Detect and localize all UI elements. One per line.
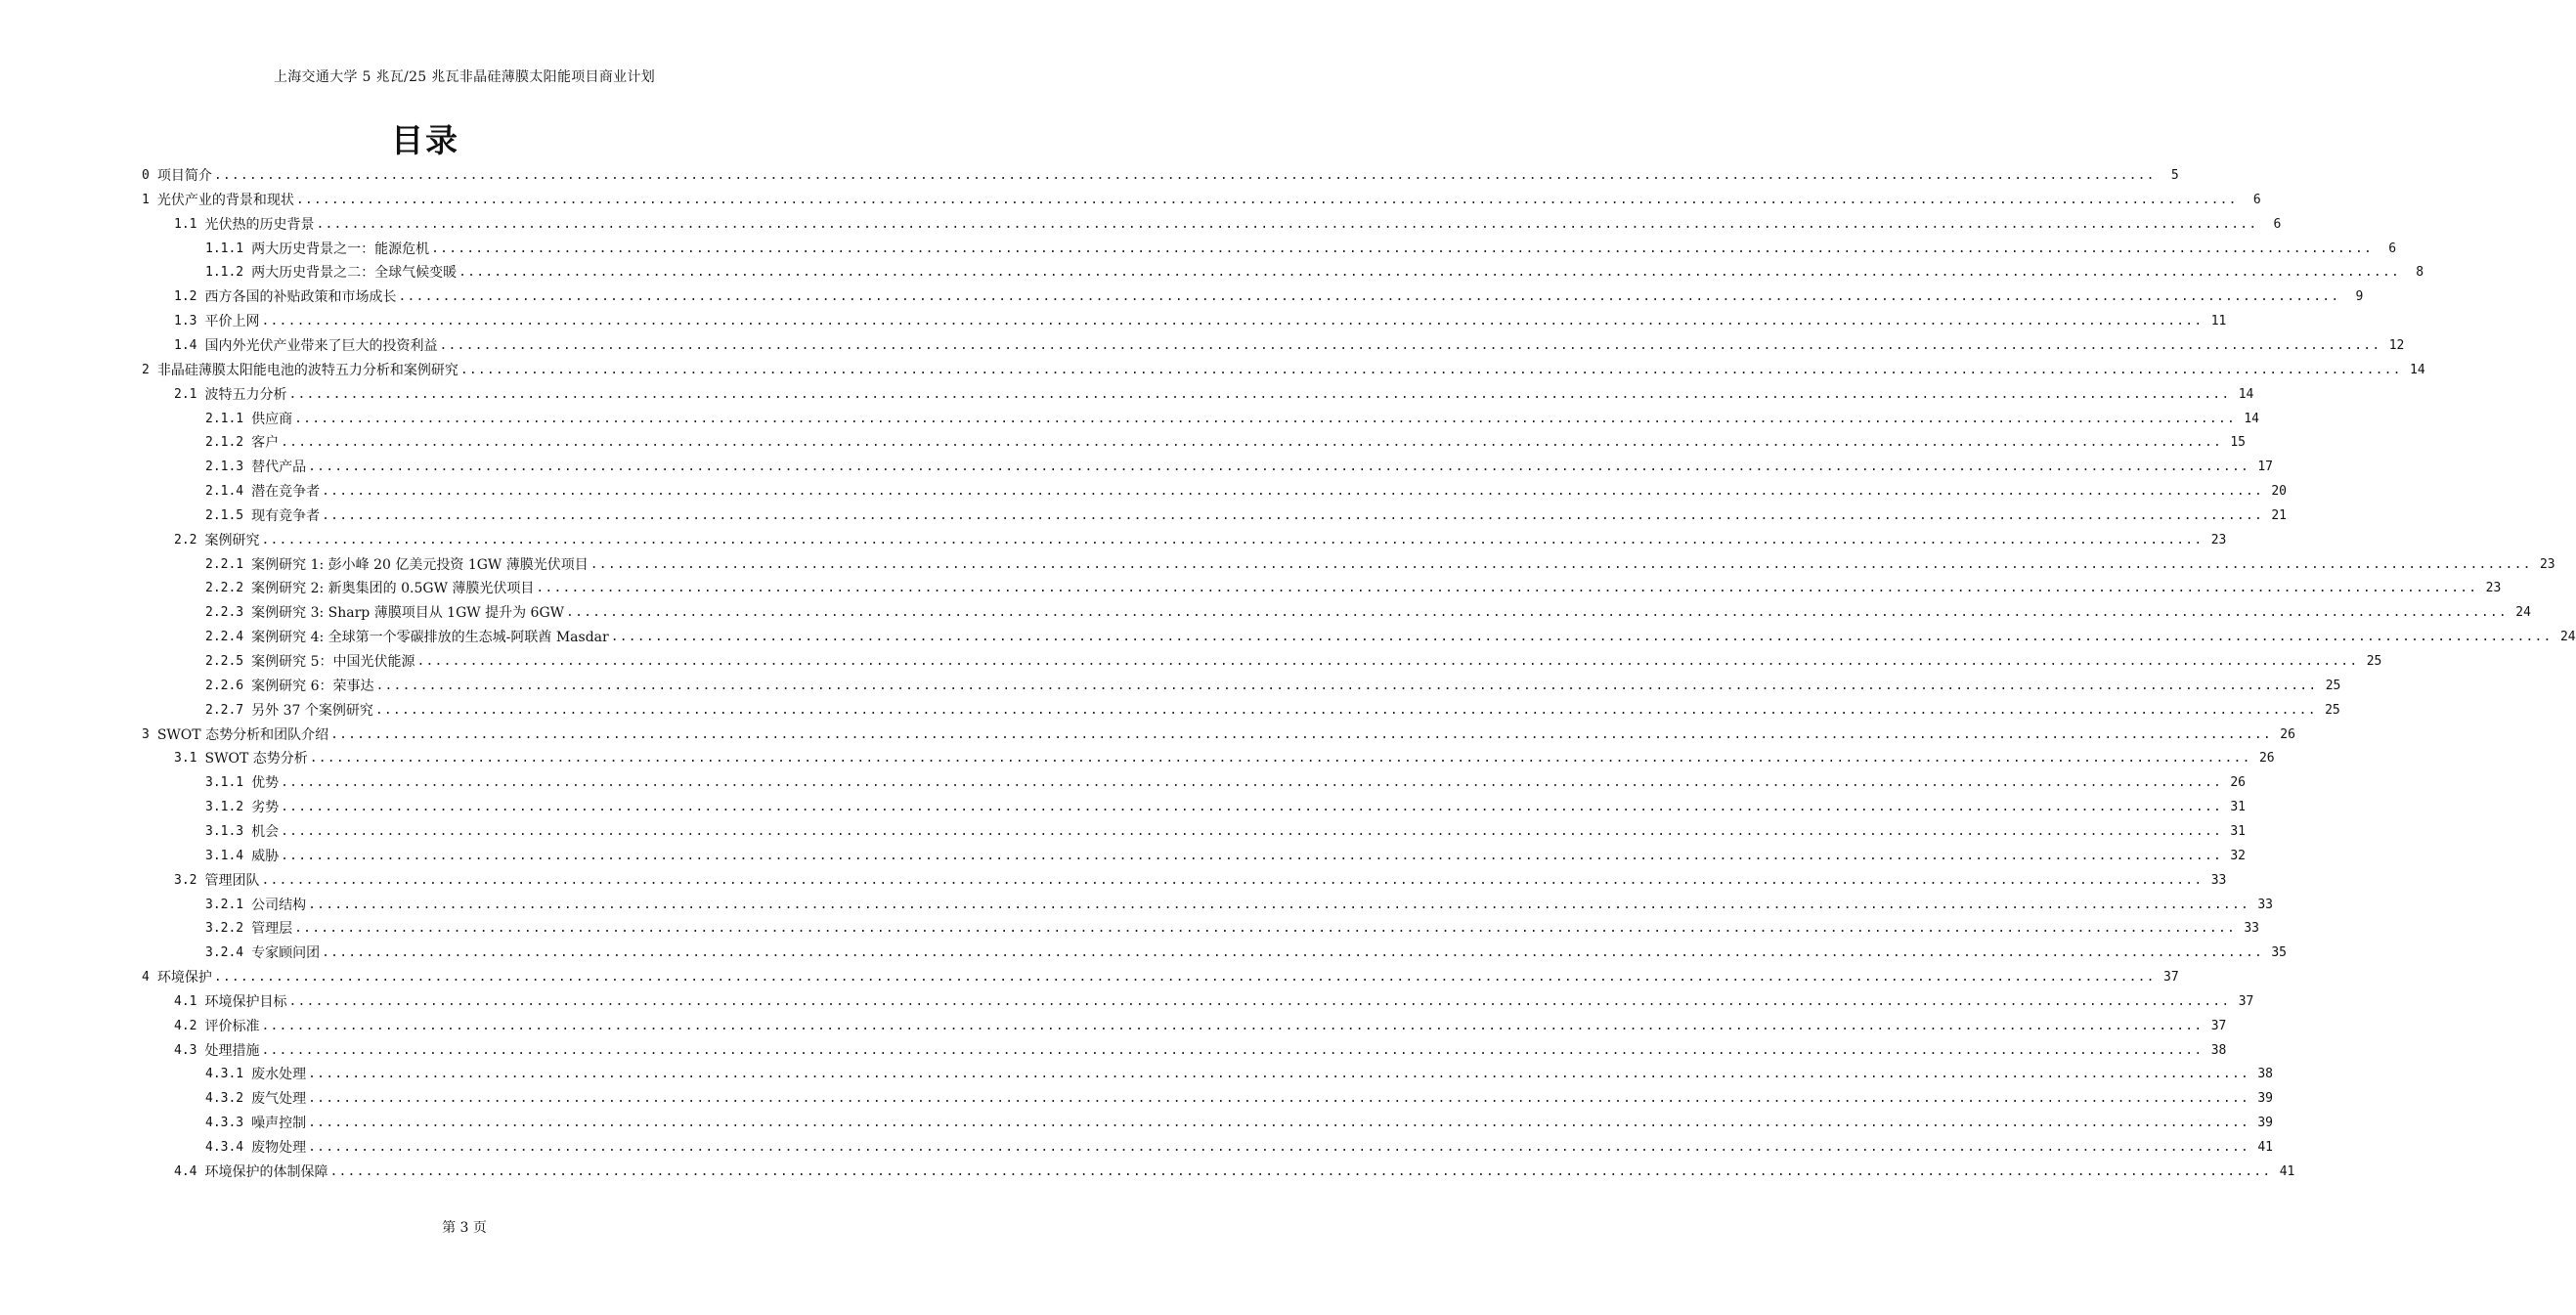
dot-leader: ............................................................................................................................................................................................................................: [322, 507, 2264, 523]
toc-entry-number: 3.1.4: [205, 848, 244, 863]
toc-entry-number: 2.1.5: [205, 507, 244, 523]
toc-entry[interactable]: [174, 1013, 2227, 1036]
toc-entry-number: 2.2.6: [205, 678, 244, 693]
dot-leader: ............................................................................................................................................................................................................................: [536, 581, 2478, 596]
dot-leader: ............................................................................................................................................................................................................................: [308, 1116, 2250, 1131]
toc-entry-page: 14: [2238, 386, 2254, 402]
dot-leader: ............................................................................................................................................................................................................................: [374, 702, 2317, 718]
toc-entry-number: 2.2: [174, 532, 197, 548]
toc-entry-page: 17: [2257, 460, 2274, 475]
dot-leader: ............................................................................................................................................................................................................................: [330, 726, 2272, 742]
toc-entry-title: 光伏热的历史背景: [204, 216, 315, 233]
toc-entry[interactable]: [142, 722, 2295, 745]
toc-entry[interactable]: [205, 1134, 2274, 1158]
toc-entry[interactable]: [205, 1061, 2274, 1084]
toc-entry-title: 现有竞争者: [251, 507, 321, 524]
toc-entry-title: 西方各国的补贴政策和市场成长: [204, 289, 397, 306]
toc-entry[interactable]: [205, 843, 2247, 866]
toc-entry-page: 38: [2210, 1042, 2227, 1058]
toc-entry-number: 1.1.1: [205, 241, 244, 256]
dot-leader: ............................................................................................................................................................................................................................: [308, 1067, 2250, 1082]
toc-entry[interactable]: [142, 964, 2179, 987]
toc-entry-title: 废物处理: [251, 1140, 307, 1156]
toc-entry[interactable]: [205, 818, 2247, 842]
dot-leader: ............................................................................................................................................................................................................................: [261, 1018, 2204, 1033]
running-header: 上海交通大学 5 兆瓦/25 兆瓦非晶硅薄膜太阳能项目商业计划: [273, 69, 656, 85]
toc-entry[interactable]: [205, 1110, 2274, 1133]
toc-entry-number: 3: [142, 726, 150, 742]
dot-leader: ............................................................................................................................................................................................................................: [261, 1042, 2204, 1058]
toc-entry-number: 0: [142, 168, 150, 183]
toc-entry-page: 33: [2210, 872, 2227, 888]
dot-leader: ............................................................................................................................................................................................................................: [322, 945, 2264, 961]
dot-leader: ............................................................................................................................................................................................................................: [416, 654, 2359, 669]
toc-entry-page: 24: [2559, 630, 2576, 645]
toc-entry-number: 3.1.3: [205, 823, 244, 839]
toc-entry[interactable]: [174, 308, 2227, 331]
toc-entry-page: 25: [2325, 702, 2340, 718]
toc-entry-title: 废水处理: [251, 1067, 307, 1083]
toc-entry-title: 潜在竞争者: [251, 484, 321, 501]
dot-leader: ............................................................................................................................................................................................................................: [589, 556, 2532, 572]
dot-leader: ............................................................................................................................................................................................................................: [375, 678, 2318, 693]
page-number: 第 3 页: [442, 1220, 487, 1236]
toc-entry[interactable]: [205, 259, 2424, 283]
toc-entry-page: 31: [2230, 823, 2247, 839]
toc-entry-number: 2.1.2: [205, 435, 244, 451]
toc-entry[interactable]: [174, 745, 2275, 768]
toc-entry-title: 评价标准: [204, 1018, 260, 1034]
toc-entry[interactable]: [205, 1085, 2274, 1109]
dot-leader: ............................................................................................................................................................................................................................: [459, 362, 2402, 377]
dot-leader: ............................................................................................................................................................................................................................: [281, 435, 2223, 451]
dot-leader: ............................................................................................................................................................................................................................: [610, 630, 2553, 645]
toc-entry[interactable]: [174, 1037, 2227, 1061]
toc-entry-page: 33: [2244, 921, 2260, 937]
toc-entry-page: 6: [2252, 192, 2261, 207]
toc-entry-page: 41: [2257, 1140, 2274, 1155]
toc-entry-page: 8: [2416, 265, 2424, 281]
toc-entry-number: 2.2.1: [205, 556, 244, 572]
dot-leader: ............................................................................................................................................................................................................................: [295, 192, 2238, 207]
toc-entry-page: 23: [2210, 532, 2227, 548]
toc-entry[interactable]: [142, 162, 2179, 186]
toc-entry-title: 管理团队: [204, 872, 260, 889]
toc-entry[interactable]: [205, 429, 2247, 453]
toc-entry-number: 4.3.4: [205, 1140, 244, 1155]
toc-entry-number: 4.2: [174, 1018, 197, 1033]
toc-entry-page: 26: [2280, 726, 2295, 742]
toc-entry-title: 光伏产业的背景和现状: [156, 192, 294, 208]
toc-entry[interactable]: [205, 624, 2576, 647]
toc-entry-page: 12: [2388, 337, 2405, 353]
toc-entry-title: 项目简介: [156, 168, 212, 184]
toc-entry-number: 2.2.5: [205, 654, 244, 669]
toc-entry-title: 噪声控制: [251, 1116, 307, 1132]
toc-entry-page: 32: [2230, 848, 2247, 863]
toc-entry-number: 2.1.3: [205, 460, 244, 475]
toc-entry-page: 37: [2210, 1018, 2227, 1033]
toc-entry-number: 4: [142, 970, 150, 986]
toc-entry[interactable]: [205, 503, 2288, 526]
toc-entry[interactable]: [142, 187, 2261, 210]
toc-entry-page: 33: [2257, 897, 2274, 912]
toc-entry-title: 案例研究 4: 全球第一个零碳排放的生态城-阿联酋 Masdar: [251, 630, 609, 646]
toc-entry-page: 37: [2238, 993, 2254, 1009]
toc-entry-number: 4.3.3: [205, 1116, 244, 1131]
dot-leader: ............................................................................................................................................................................................................................: [261, 314, 2204, 329]
toc-entry[interactable]: [174, 1159, 2295, 1182]
toc-entry-number: 3.2.4: [205, 945, 244, 961]
toc-entry-title: 环境保护的体制保障: [204, 1163, 328, 1180]
toc-entry-title: 威胁: [251, 848, 280, 864]
toc-entry-title: 废气处理: [251, 1091, 307, 1108]
toc-entry[interactable]: [205, 794, 2247, 817]
toc-entry-number: 1: [142, 192, 150, 207]
toc-entry-page: 24: [2515, 605, 2531, 621]
toc-entry-title: 案例研究 1: 彭小峰 20 亿美元投资 1GW 薄膜光伏项目: [251, 556, 589, 573]
toc-entry-page: 41: [2279, 1163, 2295, 1179]
toc-entry-page: 26: [2258, 751, 2275, 767]
toc-entry-page: 14: [2244, 411, 2260, 426]
toc-entry[interactable]: [205, 697, 2340, 721]
toc-entry[interactable]: [142, 357, 2425, 380]
toc-entry-title: 两大历史背景之一：能源危机: [251, 241, 430, 257]
toc-entry-title: 案例研究: [204, 532, 260, 548]
dot-leader: ............................................................................................................................................................................................................................: [281, 800, 2223, 815]
toc-entry-page: 25: [2366, 654, 2382, 669]
dot-leader: ............................................................................................................................................................................................................................: [308, 897, 2250, 912]
toc-entry[interactable]: [174, 332, 2405, 356]
toc-entry-number: 2.1.4: [205, 484, 244, 500]
toc-entry-page: 6: [2273, 216, 2282, 232]
toc-entry-number: 3.2.2: [205, 921, 244, 937]
dot-leader: ............................................................................................................................................................................................................................: [261, 872, 2204, 888]
toc-entry-page: 23: [2539, 556, 2555, 572]
toc-entry-page: 26: [2230, 775, 2247, 791]
dot-leader: ............................................................................................................................................................................................................................: [316, 216, 2258, 232]
toc-entry-title: 国内外光伏产业带来了巨大的投资利益: [204, 337, 438, 354]
dot-leader: ............................................................................................................................................................................................................................: [308, 1091, 2250, 1107]
toc-entry-number: 2.2.7: [205, 702, 244, 718]
toc-entry-title: 环境保护: [156, 970, 212, 986]
toc-entry-number: 3.1: [174, 751, 197, 767]
toc-entry-title: 案例研究 6：荣事达: [251, 678, 374, 694]
toc-entry-number: 4.1: [174, 993, 197, 1009]
dot-leader: ............................................................................................................................................................................................................................: [309, 751, 2251, 767]
toc-entry-title: 案例研究 2: 新奥集团的 0.5GW 薄膜光伏项目: [251, 581, 535, 597]
toc-entry-page: 15: [2230, 435, 2247, 451]
toc-entry-title: 环境保护目标: [204, 993, 287, 1010]
dot-leader: ............................................................................................................................................................................................................................: [288, 386, 2231, 402]
toc-entry-number: 2.1.1: [205, 411, 244, 426]
toc-entry-page: 14: [2410, 362, 2425, 377]
toc-entry-page: 35: [2271, 945, 2288, 961]
toc-entry-number: 3.1.1: [205, 775, 244, 791]
toc-entry-page: 25: [2325, 678, 2341, 693]
toc-entry-title: 平价上网: [204, 314, 260, 330]
dot-leader: ............................................................................................................................................................................................................................: [566, 605, 2508, 621]
toc-entry-page: 39: [2257, 1091, 2274, 1107]
toc-entry[interactable]: [205, 648, 2382, 672]
toc-entry-title: SWOT 态势分析和团队介绍: [156, 726, 329, 743]
toc-entry-title: SWOT 态势分析: [204, 751, 308, 767]
dot-leader: ............................................................................................................................................................................................................................: [308, 1140, 2250, 1155]
toc-entry[interactable]: [205, 551, 2555, 575]
toc-entry[interactable]: [174, 211, 2282, 235]
toc-heading: 目录: [391, 121, 459, 159]
toc-entry[interactable]: [205, 236, 2397, 259]
toc-entry-title: 公司结构: [251, 897, 307, 913]
dot-leader: ............................................................................................................................................................................................................................: [439, 337, 2381, 353]
toc-entry-page: 9: [2355, 289, 2364, 305]
toc-entry-title: 劣势: [251, 800, 280, 816]
toc-entry-number: 2.2.4: [205, 630, 244, 645]
toc-entry-page: 39: [2257, 1116, 2274, 1131]
toc-entry-number: 4.3.1: [205, 1067, 244, 1082]
toc-entry[interactable]: [205, 454, 2274, 477]
toc-entry-number: 1.1: [174, 216, 197, 232]
toc-entry-number: 2.2.2: [205, 581, 244, 596]
dot-leader: ............................................................................................................................................................................................................................: [281, 775, 2223, 791]
toc-entry-number: 1.2: [174, 289, 197, 305]
toc-entry[interactable]: [205, 892, 2274, 915]
toc-entry-page: 20: [2271, 484, 2288, 500]
dot-leader: ............................................................................................................................................................................................................................: [431, 241, 2374, 256]
toc-entry-page: 31: [2230, 800, 2247, 815]
dot-leader: ............................................................................................................................................................................................................................: [322, 484, 2264, 500]
toc-entry-number: 3.2.1: [205, 897, 244, 912]
toc-entry[interactable]: [205, 406, 2260, 429]
toc-entry-title: 案例研究 5：中国光伏能源: [251, 654, 415, 670]
toc-entry-title: 优势: [251, 775, 280, 792]
toc-entry-page: 5: [2170, 168, 2179, 183]
toc-entry[interactable]: [205, 575, 2502, 598]
dot-leader: ............................................................................................................................................................................................................................: [281, 823, 2223, 839]
dot-leader: ............................................................................................................................................................................................................................: [398, 289, 2340, 305]
toc-entry[interactable]: [205, 769, 2247, 793]
toc-entry-title: 替代产品: [251, 460, 307, 476]
dot-leader: ............................................................................................................................................................................................................................: [288, 993, 2231, 1009]
toc-entry-page: 37: [2163, 970, 2179, 986]
toc-entry-title: 两大历史背景之二：全球气候变暖: [251, 265, 458, 282]
toc-entry-number: 1.4: [174, 337, 197, 353]
toc-entry-number: 1.3: [174, 314, 197, 329]
toc-entry-title: 管理层: [251, 921, 293, 938]
toc-entry-page: 6: [2388, 241, 2397, 256]
toc-entry[interactable]: [205, 673, 2341, 696]
dot-leader: ............................................................................................................................................................................................................................: [213, 970, 2156, 986]
toc-entry-page: 21: [2271, 507, 2288, 523]
toc-entry-title: 另外 37 个案例研究: [251, 702, 373, 719]
toc-entry-number: 4.4: [174, 1163, 197, 1179]
toc-entry-title: 波特五力分析: [204, 386, 287, 403]
toc-entry-title: 机会: [251, 823, 280, 840]
toc-entry[interactable]: [174, 867, 2227, 891]
dot-leader: ............................................................................................................................................................................................................................: [308, 460, 2250, 475]
dot-leader: ............................................................................................................................................................................................................................: [294, 921, 2237, 937]
dot-leader: ............................................................................................................................................................................................................................: [213, 168, 2156, 183]
toc-entry[interactable]: [205, 915, 2260, 939]
dot-leader: ............................................................................................................................................................................................................................: [329, 1163, 2272, 1179]
toc-entry-number: 3.1.2: [205, 800, 244, 815]
dot-leader: ............................................................................................................................................................................................................................: [294, 411, 2237, 426]
toc-entry-title: 专家顾问团: [251, 945, 321, 962]
toc-entry-title: 非晶硅薄膜太阳能电池的波特五力分析和案例研究: [156, 362, 458, 378]
toc-entry-title: 处理措施: [204, 1042, 260, 1059]
toc-entry-number: 2: [142, 362, 150, 377]
toc-entry-title: 供应商: [251, 411, 293, 427]
toc-entry-number: 4.3: [174, 1042, 197, 1058]
toc-entry-number: 1.1.2: [205, 265, 244, 281]
toc-entry[interactable]: [174, 527, 2227, 550]
dot-leader: ............................................................................................................................................................................................................................: [281, 848, 2223, 863]
toc-entry-title: 客户: [251, 435, 280, 452]
toc-entry[interactable]: [205, 599, 2531, 623]
toc-entry-number: 3.2: [174, 872, 197, 888]
dot-leader: ............................................................................................................................................................................................................................: [458, 265, 2401, 281]
toc-entry-title: 案例研究 3: Sharp 薄膜项目从 1GW 提升为 6GW: [251, 605, 565, 622]
toc-entry[interactable]: [174, 988, 2254, 1012]
toc-entry[interactable]: [174, 381, 2254, 405]
toc-entry-page: 38: [2257, 1067, 2274, 1082]
dot-leader: ............................................................................................................................................................................................................................: [261, 532, 2204, 548]
toc-entry[interactable]: [205, 478, 2288, 502]
toc-entry-number: 2.1: [174, 386, 197, 402]
toc-entry-page: 11: [2210, 314, 2227, 329]
toc-entry-number: 4.3.2: [205, 1091, 244, 1107]
toc-entry[interactable]: [174, 284, 2364, 307]
toc-entry[interactable]: [205, 940, 2288, 963]
toc-entry-page: 23: [2485, 581, 2502, 596]
toc-entry-number: 2.2.3: [205, 605, 244, 621]
